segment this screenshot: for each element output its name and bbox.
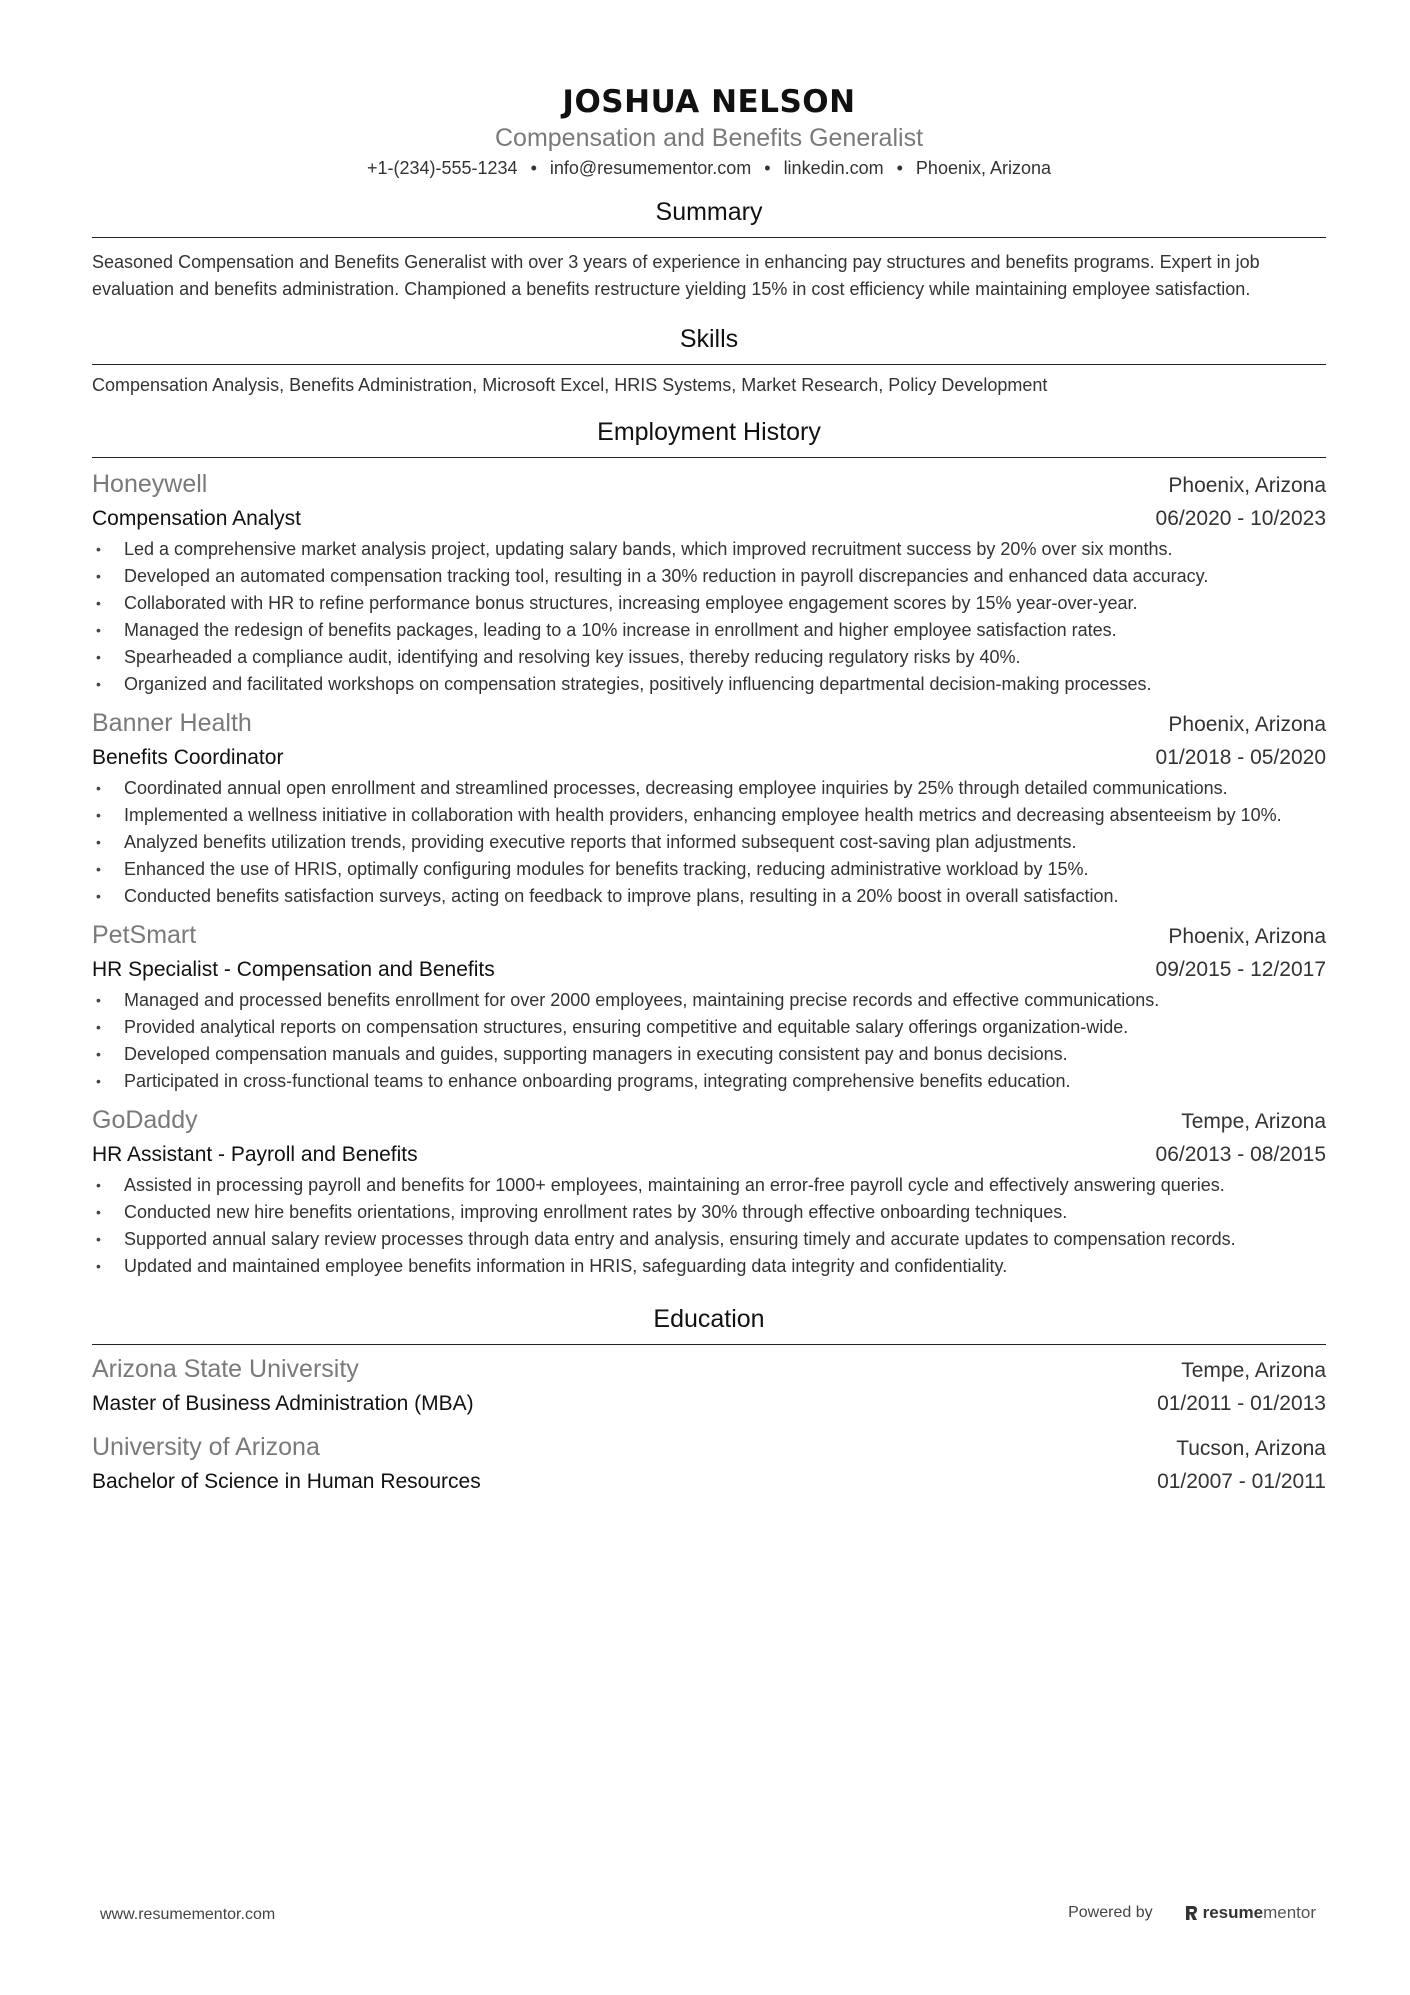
job-bullet-text: Coordinated annual open enrollment and streamlined processes, decreasing employee inquiries by 25% through detailed communications.: [124, 778, 1228, 798]
contact-phone: +1-(234)-555-1234: [366, 158, 518, 178]
job-location: Phoenix, Arizona: [1168, 474, 1326, 497]
job-header-row: [92, 706, 1326, 742]
job-bullet: [92, 1226, 1326, 1253]
job-bullet-text: Updated and maintained employee benefits information in HRIS, safeguarding data integrity and confidentiality.: [124, 1256, 1008, 1276]
section-heading-employment: Employment History: [92, 416, 1326, 458]
brand-logo[interactable]: [1183, 1903, 1316, 1923]
bullet-dot: •: [96, 1073, 101, 1089]
job-role-row: [92, 1139, 1326, 1171]
job-bullet: [92, 987, 1326, 1014]
job-bullet-text: Collaborated with HR to refine performance bonus structures, increasing employee engagement scores by 15% year-over-year.: [124, 593, 1138, 613]
job-header-row: [92, 1103, 1326, 1139]
resumementor-logo-icon: [1183, 1904, 1199, 1922]
job-bullet: [92, 536, 1326, 563]
job-bullet: [92, 829, 1326, 856]
education-dates: 01/2011 - 01/2013: [1157, 1392, 1326, 1415]
job-bullet: [92, 671, 1326, 698]
bullet-dot: •: [96, 888, 101, 904]
job-entry: [92, 706, 1326, 910]
job-entry: [92, 918, 1326, 1095]
job-bullets: [92, 1172, 1326, 1280]
job-bullet: [92, 644, 1326, 671]
bullet-dot: •: [96, 1177, 101, 1193]
job-bullet-text: Led a comprehensive market analysis project, updating salary bands, which improved recruitment success by 20% over six months.: [124, 539, 1173, 559]
job-bullet-text: Spearheaded a compliance audit, identifying and resolving key issues, thereby reducing regulatory risks by 40%.: [124, 647, 1021, 667]
job-dates: 06/2020 - 10/2023: [1155, 507, 1326, 530]
job-location: Phoenix, Arizona: [1168, 713, 1326, 736]
job-bullet-text: Supported annual salary review processes through data entry and analysis, ensuring timely and accurate updates to compensation records.: [124, 1229, 1236, 1249]
job-dates: 06/2013 - 08/2015: [1155, 1143, 1326, 1166]
education-entry: [92, 1430, 1326, 1498]
bullet-dot: •: [96, 1019, 101, 1035]
education-degree-row: [92, 1466, 1326, 1498]
footer-powered-by[interactable]: [1068, 1903, 1316, 1923]
bullet-dot: •: [96, 541, 101, 557]
job-bullet-text: Organized and facilitated workshops on compensation strategies, positively influencing departmental decision-making processes.: [124, 674, 1152, 694]
job-header-row: [92, 918, 1326, 954]
powered-by-label: Powered by: [1068, 1904, 1153, 1921]
bullet-dot: •: [96, 807, 101, 823]
contact-location: Phoenix, Arizona: [915, 158, 1052, 178]
job-bullet: [92, 1068, 1326, 1095]
job-role-row: [92, 954, 1326, 986]
job-bullet-text: Conducted benefits satisfaction surveys, acting on feedback to improve plans, resulting in a 20% boost in overall satisfaction.: [124, 886, 1119, 906]
bullet-dot: •: [96, 834, 101, 850]
summary-section: [92, 196, 1326, 303]
job-role-row: [92, 742, 1326, 774]
job-role-row: [92, 503, 1326, 535]
bullet-dot: •: [96, 861, 101, 877]
job-header-row: [92, 467, 1326, 503]
education-degree: Master of Business Administration (MBA): [92, 1392, 474, 1415]
brand-name-light: mentor: [1263, 1903, 1316, 1922]
job-location: Tempe, Arizona: [1181, 1110, 1326, 1133]
bullet-dot: •: [96, 1231, 101, 1247]
job-bullet: [92, 775, 1326, 802]
job-bullet-text: Conducted new hire benefits orientations, improving enrollment rates by 30% through effective onboarding techniques.: [124, 1202, 1068, 1222]
education-section: [92, 1303, 1326, 1498]
job-role: Compensation Analyst: [92, 507, 301, 530]
job-bullets: [92, 775, 1326, 910]
bullet-dot: •: [96, 622, 101, 638]
bullet-dot: •: [96, 676, 101, 692]
job-location: Phoenix, Arizona: [1168, 925, 1326, 948]
job-role: HR Specialist - Compensation and Benefits: [92, 958, 495, 981]
job-bullet-text: Assisted in processing payroll and benefits for 1000+ employees, maintaining an error-free payroll cycle and effectively answering queries.: [124, 1175, 1225, 1195]
bullet-dot: •: [96, 780, 101, 796]
contact-separator: •: [896, 158, 903, 178]
job-bullet: [92, 1014, 1326, 1041]
job-bullet-text: Implemented a wellness initiative in collaboration with health providers, enhancing employee health metrics and decreasing absenteeism by 10%.: [124, 805, 1282, 825]
brand-name-bold: resume: [1202, 1903, 1264, 1922]
footer-website[interactable]: www.resumementor.com: [100, 1906, 276, 1923]
job-bullet-text: Managed and processed benefits enrollment for over 2000 employees, maintaining precise records and effective communications.: [124, 990, 1160, 1010]
section-heading-education: Education: [92, 1303, 1326, 1345]
education-degree: Bachelor of Science in Human Resources: [92, 1470, 481, 1493]
job-bullet: [92, 856, 1326, 883]
job-bullet-text: Participated in cross-functional teams to enhance onboarding programs, integrating comprehensive benefits education.: [124, 1071, 1071, 1091]
job-entry: [92, 467, 1326, 698]
bullet-dot: •: [96, 1046, 101, 1062]
summary-text: Seasoned Compensation and Benefits Generalist with over 3 years of experience in enhancing pay structures and benefits programs. Expert in job evaluation and benefits administration. Championed a benefits restructure yielding 15% in cost efficiency while maintaining employee satisfaction.: [92, 252, 1260, 299]
job-bullet: [92, 1253, 1326, 1280]
job-bullet: [92, 883, 1326, 910]
job-bullet-text: Enhanced the use of HRIS, optimally configuring modules for benefits tracking, reducing administrative workload by 15%.: [124, 859, 1089, 879]
education-entry: [92, 1352, 1326, 1420]
bullet-dot: •: [96, 568, 101, 584]
education-location: Tucson, Arizona: [1176, 1437, 1326, 1460]
job-role: HR Assistant - Payroll and Benefits: [92, 1143, 418, 1166]
job-company: GoDaddy: [92, 1106, 198, 1134]
contact-email[interactable]: info@resumementor.com: [549, 158, 752, 178]
bullet-dot: •: [96, 1204, 101, 1220]
job-dates: 01/2018 - 05/2020: [1155, 746, 1326, 769]
education-header-row: [92, 1352, 1326, 1388]
bullet-dot: •: [96, 992, 101, 1008]
section-heading-skills: Skills: [92, 323, 1326, 365]
employment-section: [92, 416, 1326, 1280]
skills-section: [92, 323, 1326, 399]
education-header-row: [92, 1430, 1326, 1466]
resume-header: [92, 84, 1326, 181]
job-bullet-text: Managed the redesign of benefits packages, leading to a 10% increase in enrollment and higher employee satisfaction rates.: [124, 620, 1117, 640]
job-company: Honeywell: [92, 470, 208, 498]
contact-linkedin[interactable]: linkedin.com: [783, 158, 884, 178]
bullet-dot: •: [96, 595, 101, 611]
job-list: [92, 467, 1326, 1280]
candidate-name: JOSHUA NELSON: [562, 84, 856, 120]
contact-separator: •: [530, 158, 537, 178]
job-role: Benefits Coordinator: [92, 746, 284, 769]
education-degree-row: [92, 1388, 1326, 1420]
job-bullets: [92, 987, 1326, 1095]
contact-separator: •: [764, 158, 771, 178]
bullet-dot: •: [96, 1258, 101, 1274]
job-bullet: [92, 1041, 1326, 1068]
resume-content: [92, 0, 1326, 1498]
job-bullet-text: Developed an automated compensation tracking tool, resulting in a 30% reduction in payroll discrepancies and enhanced data accuracy.: [124, 566, 1209, 586]
job-bullet-text: Provided analytical reports on compensation structures, ensuring competitive and equitable salary offerings organization-wide.: [124, 1017, 1129, 1037]
job-bullets: [92, 536, 1326, 698]
education-school: Arizona State University: [92, 1355, 359, 1383]
bullet-dot: •: [96, 649, 101, 665]
education-dates: 01/2007 - 01/2011: [1157, 1470, 1326, 1493]
job-bullet: [92, 617, 1326, 644]
education-location: Tempe, Arizona: [1181, 1359, 1326, 1382]
candidate-title: Compensation and Benefits Generalist: [494, 124, 924, 152]
contact-line: [92, 155, 1326, 181]
job-company: PetSmart: [92, 921, 197, 949]
job-bullet-text: Analyzed benefits utilization trends, providing executive reports that informed subsequent cost-saving plan adjustments.: [124, 832, 1077, 852]
job-bullet: [92, 590, 1326, 617]
job-bullet: [92, 1172, 1326, 1199]
job-bullet: [92, 802, 1326, 829]
job-dates: 09/2015 - 12/2017: [1155, 958, 1326, 981]
job-company: Banner Health: [92, 709, 252, 737]
education-school: University of Arizona: [92, 1433, 320, 1461]
job-bullet: [92, 563, 1326, 590]
section-heading-summary: Summary: [92, 196, 1326, 238]
job-entry: [92, 1103, 1326, 1280]
skills-text: Compensation Analysis, Benefits Administration, Microsoft Excel, HRIS Systems, Market Research, Policy Development: [92, 375, 1048, 395]
job-bullet-text: Developed compensation manuals and guides, supporting managers in executing consistent pay and bonus decisions.: [124, 1044, 1068, 1064]
job-bullet: [92, 1199, 1326, 1226]
